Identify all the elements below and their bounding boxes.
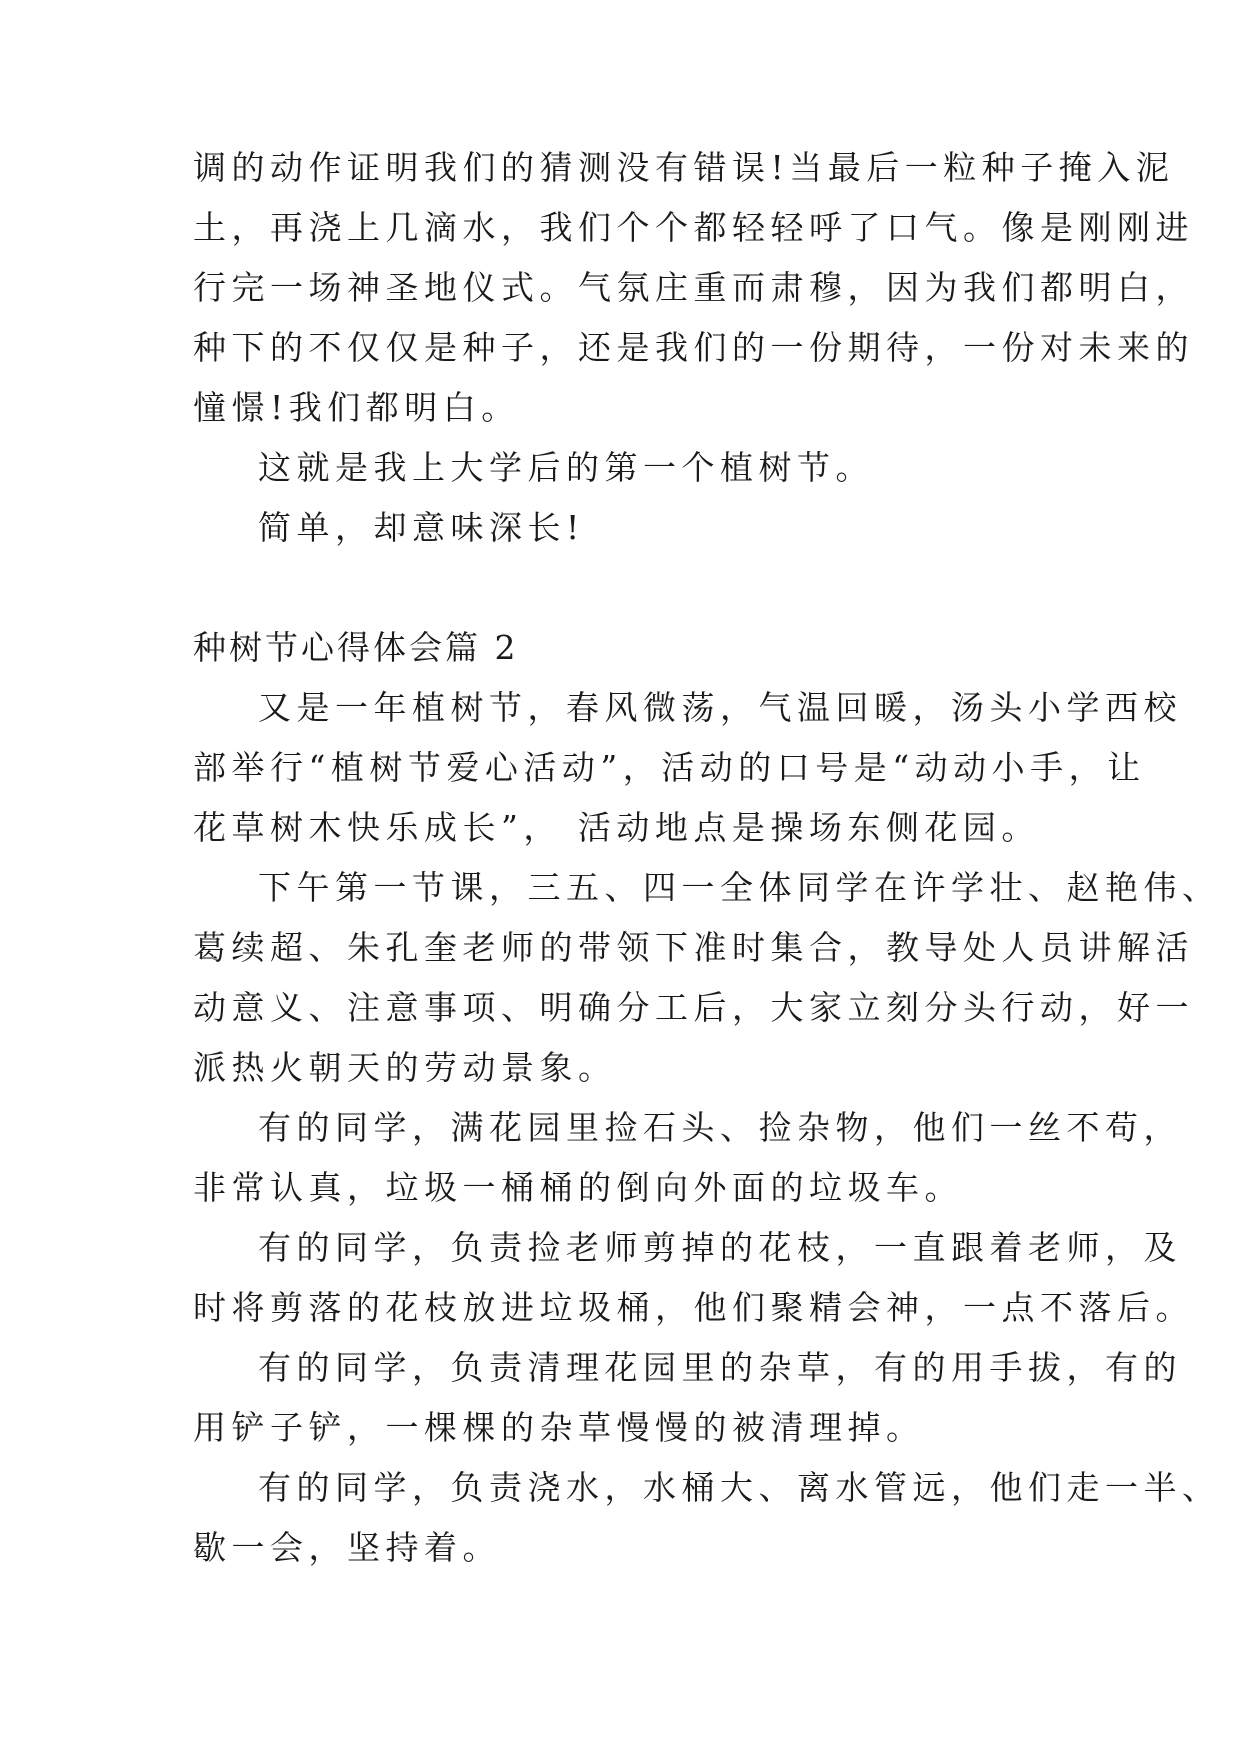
- text-line: 调的动作证明我们的猜测没有错误!当最后一粒种子掩入泥: [193, 148, 1175, 187]
- text-line: 种下的不仅仅是种子，还是我们的一份期待，一份对未来的: [193, 328, 1194, 367]
- text-line: 歇一会，坚持着。: [193, 1528, 501, 1567]
- paragraph-line: 有的同学，负责清理花园里的杂草，有的用手拔，有的: [258, 1348, 1182, 1387]
- text-line: 憧憬!我们都明白。: [193, 388, 520, 427]
- text-line: 部举行“植树节爱心活动”，活动的口号是“动动小手，让: [193, 748, 1146, 787]
- paragraph-line: 简单，却意味深长!: [258, 508, 585, 547]
- paragraph-line: 下午第一节课，三五、四一全体同学在许学壮、赵艳伟、: [258, 868, 1221, 907]
- text-line: 土，再浇上几滴水，我们个个都轻轻呼了口气。像是刚刚进: [193, 208, 1194, 247]
- text-line: 花草树木快乐成长”， 活动地点是操场东侧花园。: [193, 808, 1040, 847]
- paragraph-line: 有的同学，负责捡老师剪掉的花枝，一直跟着老师，及: [258, 1228, 1182, 1267]
- text-line: 非常认真，垃圾一桶桶的倒向外面的垃圾车。: [193, 1168, 963, 1207]
- text-line: 动意义、注意事项、明确分工后，大家立刻分头行动，好一: [193, 988, 1194, 1027]
- paragraph-line: 有的同学，满花园里捡石头、捡杂物，他们一丝不苟，: [258, 1108, 1182, 1147]
- paragraph-line: 又是一年植树节，春风微荡，气温回暖，汤头小学西校: [258, 688, 1182, 727]
- text-line: 时将剪落的花枝放进垃圾桶，他们聚精会神，一点不落后。: [193, 1288, 1194, 1327]
- paragraph-line: 有的同学，负责浇水，水桶大、离水管远，他们走一半、: [258, 1468, 1221, 1507]
- text-line: 用铲子铲，一棵棵的杂草慢慢的被清理掉。: [193, 1408, 925, 1447]
- paragraph-line: 这就是我上大学后的第一个植树节。: [258, 448, 874, 487]
- text-line: 葛续超、朱孔奎老师的带领下准时集合，教导处人员讲解活: [193, 928, 1194, 967]
- section-heading: 种树节心得体会篇 2: [193, 628, 519, 667]
- text-line: 派热火朝天的劳动景象。: [193, 1048, 617, 1087]
- text-line: 行完一场神圣地仪式。气氛庄重而肃穆，因为我们都明白，: [193, 268, 1194, 307]
